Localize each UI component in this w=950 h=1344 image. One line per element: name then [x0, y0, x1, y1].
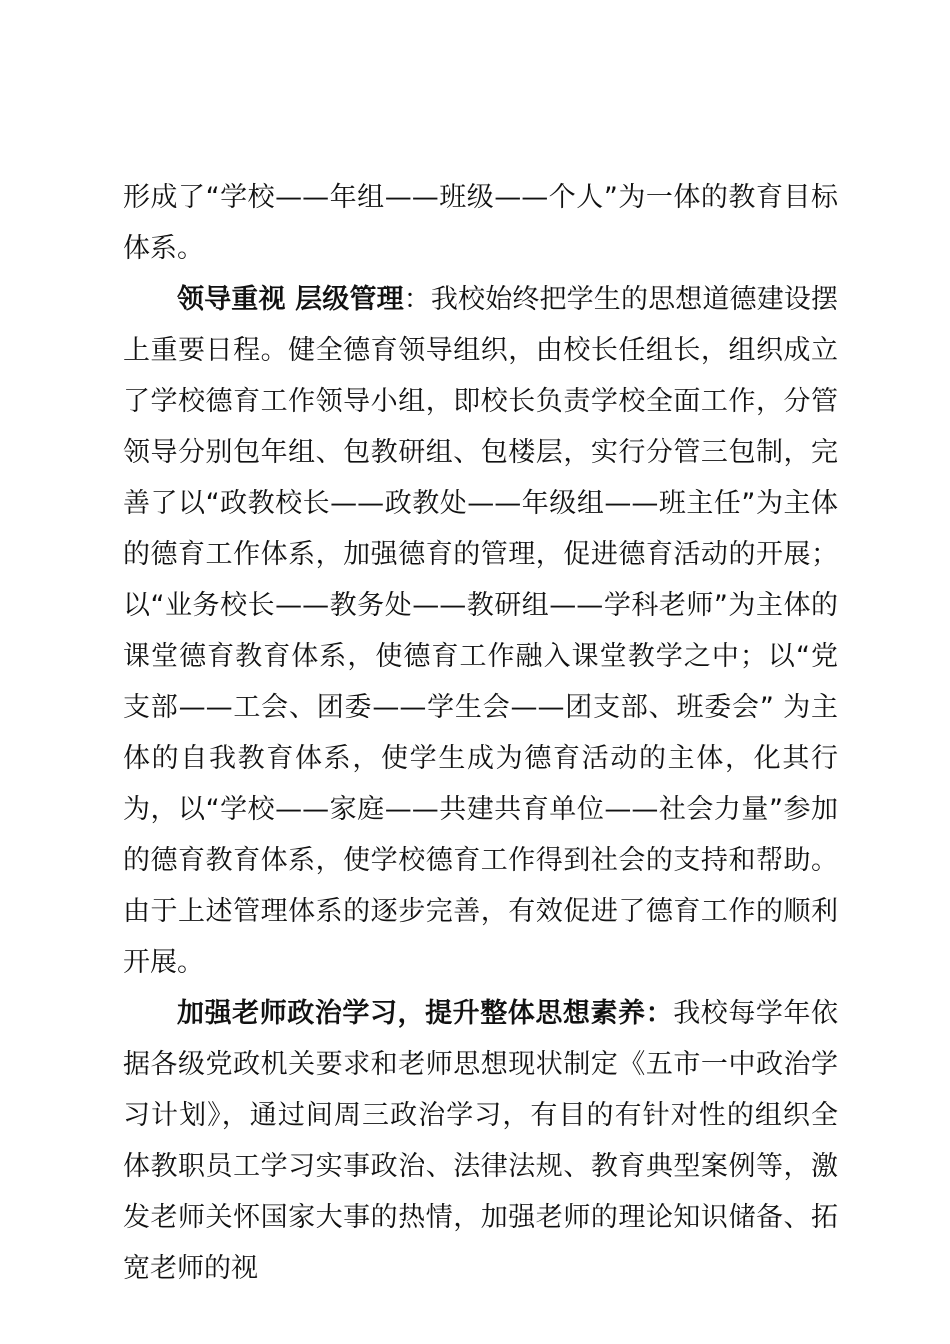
paragraph-text: 我校每学年依据各级党政机关要求和老师思想现状制定《五市一中政治学习计划》，通过间周三政治学习，有目的有针对性的组织全体教职员工学习实事政治、法律法规、教育典型案例等，激发老师关怀国家大事的热情，加强老师的理论知识储备、拓宽老师的视: [123, 998, 839, 1284]
paragraph-heading: 领导重视 层级管理: [177, 284, 404, 315]
paragraph-political-study: [123, 988, 838, 1294]
document-body: [123, 172, 838, 1294]
paragraph-text: 我校始终把学生的思想道德建设摆上重要日程。健全德育领导组织，由校长任组长，组织成立了学校德育工作领导小组，即校长负责学校全面工作，分管领导分别包年组、包教研组、包楼层，实行分管三包制，完善了以“政教校长——政教处——年级组——班主任”为主体的德育工作体系，加强德育的管理，促进德育活动的开展；以“业务校长——教务处——教研组——学科老师”为主体的课堂德育教育体系，使德育工作融入课堂教学之中；以“党支部——工会、团委——学生会——团支部、班委会” 为主体的自我教育体系，使学生成为德育活动的主体，化其行为，以“学校——家庭——共建共育单位——社会力量”参加的德育教育体系，使学校德育工作得到社会的支持和帮助。由于上述管理体系的逐步完善，有效促进了德育工作的顺利开展。: [123, 284, 839, 978]
paragraph-leadership: [123, 274, 838, 988]
paragraph-text: 形成了“学校——年组——班级——个人”为一体的教育目标体系。: [123, 182, 838, 264]
paragraph-heading: 加强老师政治学习，提升整体思想素养：: [177, 998, 674, 1029]
paragraph-continuation: [123, 172, 838, 274]
heading-separator: ：: [403, 284, 431, 315]
